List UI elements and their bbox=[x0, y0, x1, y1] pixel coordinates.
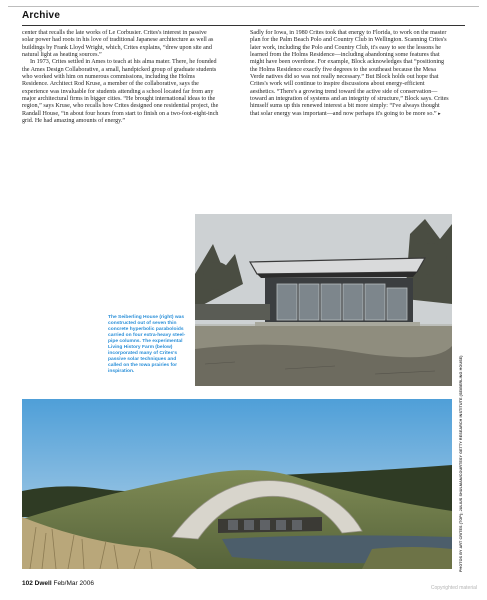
folio-magazine: Dwell bbox=[34, 580, 52, 587]
article-paragraph bbox=[250, 30, 450, 118]
article-paragraph: In 1973, Crites settled in Ames to teach at his alma mater. There, he founded the Ames Design Collaborative, a small, handpicked group of graduate students who worked with him on numerous commissions, including the Holms Residence. Architect Rod Kruse, a member of the collaborative, says the experience was invaluable for students attending a school located far from any major architectural firms in bigger cities. “He brought international ideas to the region,” says Kruse, who recalls how Crites designed one residential project, the Randall House, “in about four hours from start to finish on a two-foot-eight-inch grid. He had amazing amounts of energy.” bbox=[22, 59, 219, 125]
folio-issue: Feb/Mar 2006 bbox=[53, 580, 94, 587]
section-label: Archive bbox=[22, 10, 61, 21]
copyright-notice: Copyrighted material bbox=[430, 585, 477, 591]
seiberling-house-photo bbox=[195, 214, 452, 386]
article-paragraph-text: Sadly for Iowa, in 1980 Crites took that energy to Florida, to work on the master plan for the Palm Beach Polo and Country Club in Wellington. Scanning Crites's later work, including the Polo and Country Club, it's easy to see the lessons he learned from the Holms Residence—including abandoning some features that might have been overdone. For example, Block acknowledges that “positioning the Holms Residence exactly five degrees to the southeast because the Mesa Verde natives did so was not really necessary.” But Block holds out hope that Crites's work will continue to inspire discussions about energy-efficient aesthetics. “There's a growing trend toward the active side of conservation—toward an integration of systems and an integrity of structure,” Block says. Crites himself sums up this renewed interest a bit more simply: “I've always thought that solar energy was important—and now perhaps it's going to be more so.” bbox=[250, 30, 449, 117]
page-folio bbox=[22, 580, 94, 587]
page-top-border bbox=[8, 6, 479, 7]
living-history-farm-photo bbox=[22, 399, 452, 569]
end-of-article-mark-icon: ▸ bbox=[438, 110, 441, 117]
article-left-column bbox=[22, 30, 219, 125]
section-rule bbox=[22, 25, 465, 26]
article-right-column bbox=[250, 30, 450, 118]
photo-credit: PHOTOS BY ART CRITES (TOP); JULIUS SHULMAN/COURTESY GETTY RESEARCH INSTITUTE (SEIBERLING HOUSE) bbox=[459, 355, 463, 572]
photo-caption: The Seiberling House (right) was constructed out of seven thin concrete hyperbolic paraboloids carried on four extra-heavy steel-pipe columns. The experimental Living History Farm (below) incorporated many of Crites's passive solar techniques and called on the Iowa prairies for inspiration. bbox=[108, 315, 186, 374]
folio-number: 102 bbox=[22, 580, 33, 587]
article-paragraph: center that recalls the late works of Le Corbusier. Crites's interest in passive solar power had roots in his love of traditional Japanese architecture as well as buildings by Frank Lloyd Wright, which, Crites explains, “drew upon site and natural light as heating sources.” bbox=[22, 30, 214, 59]
